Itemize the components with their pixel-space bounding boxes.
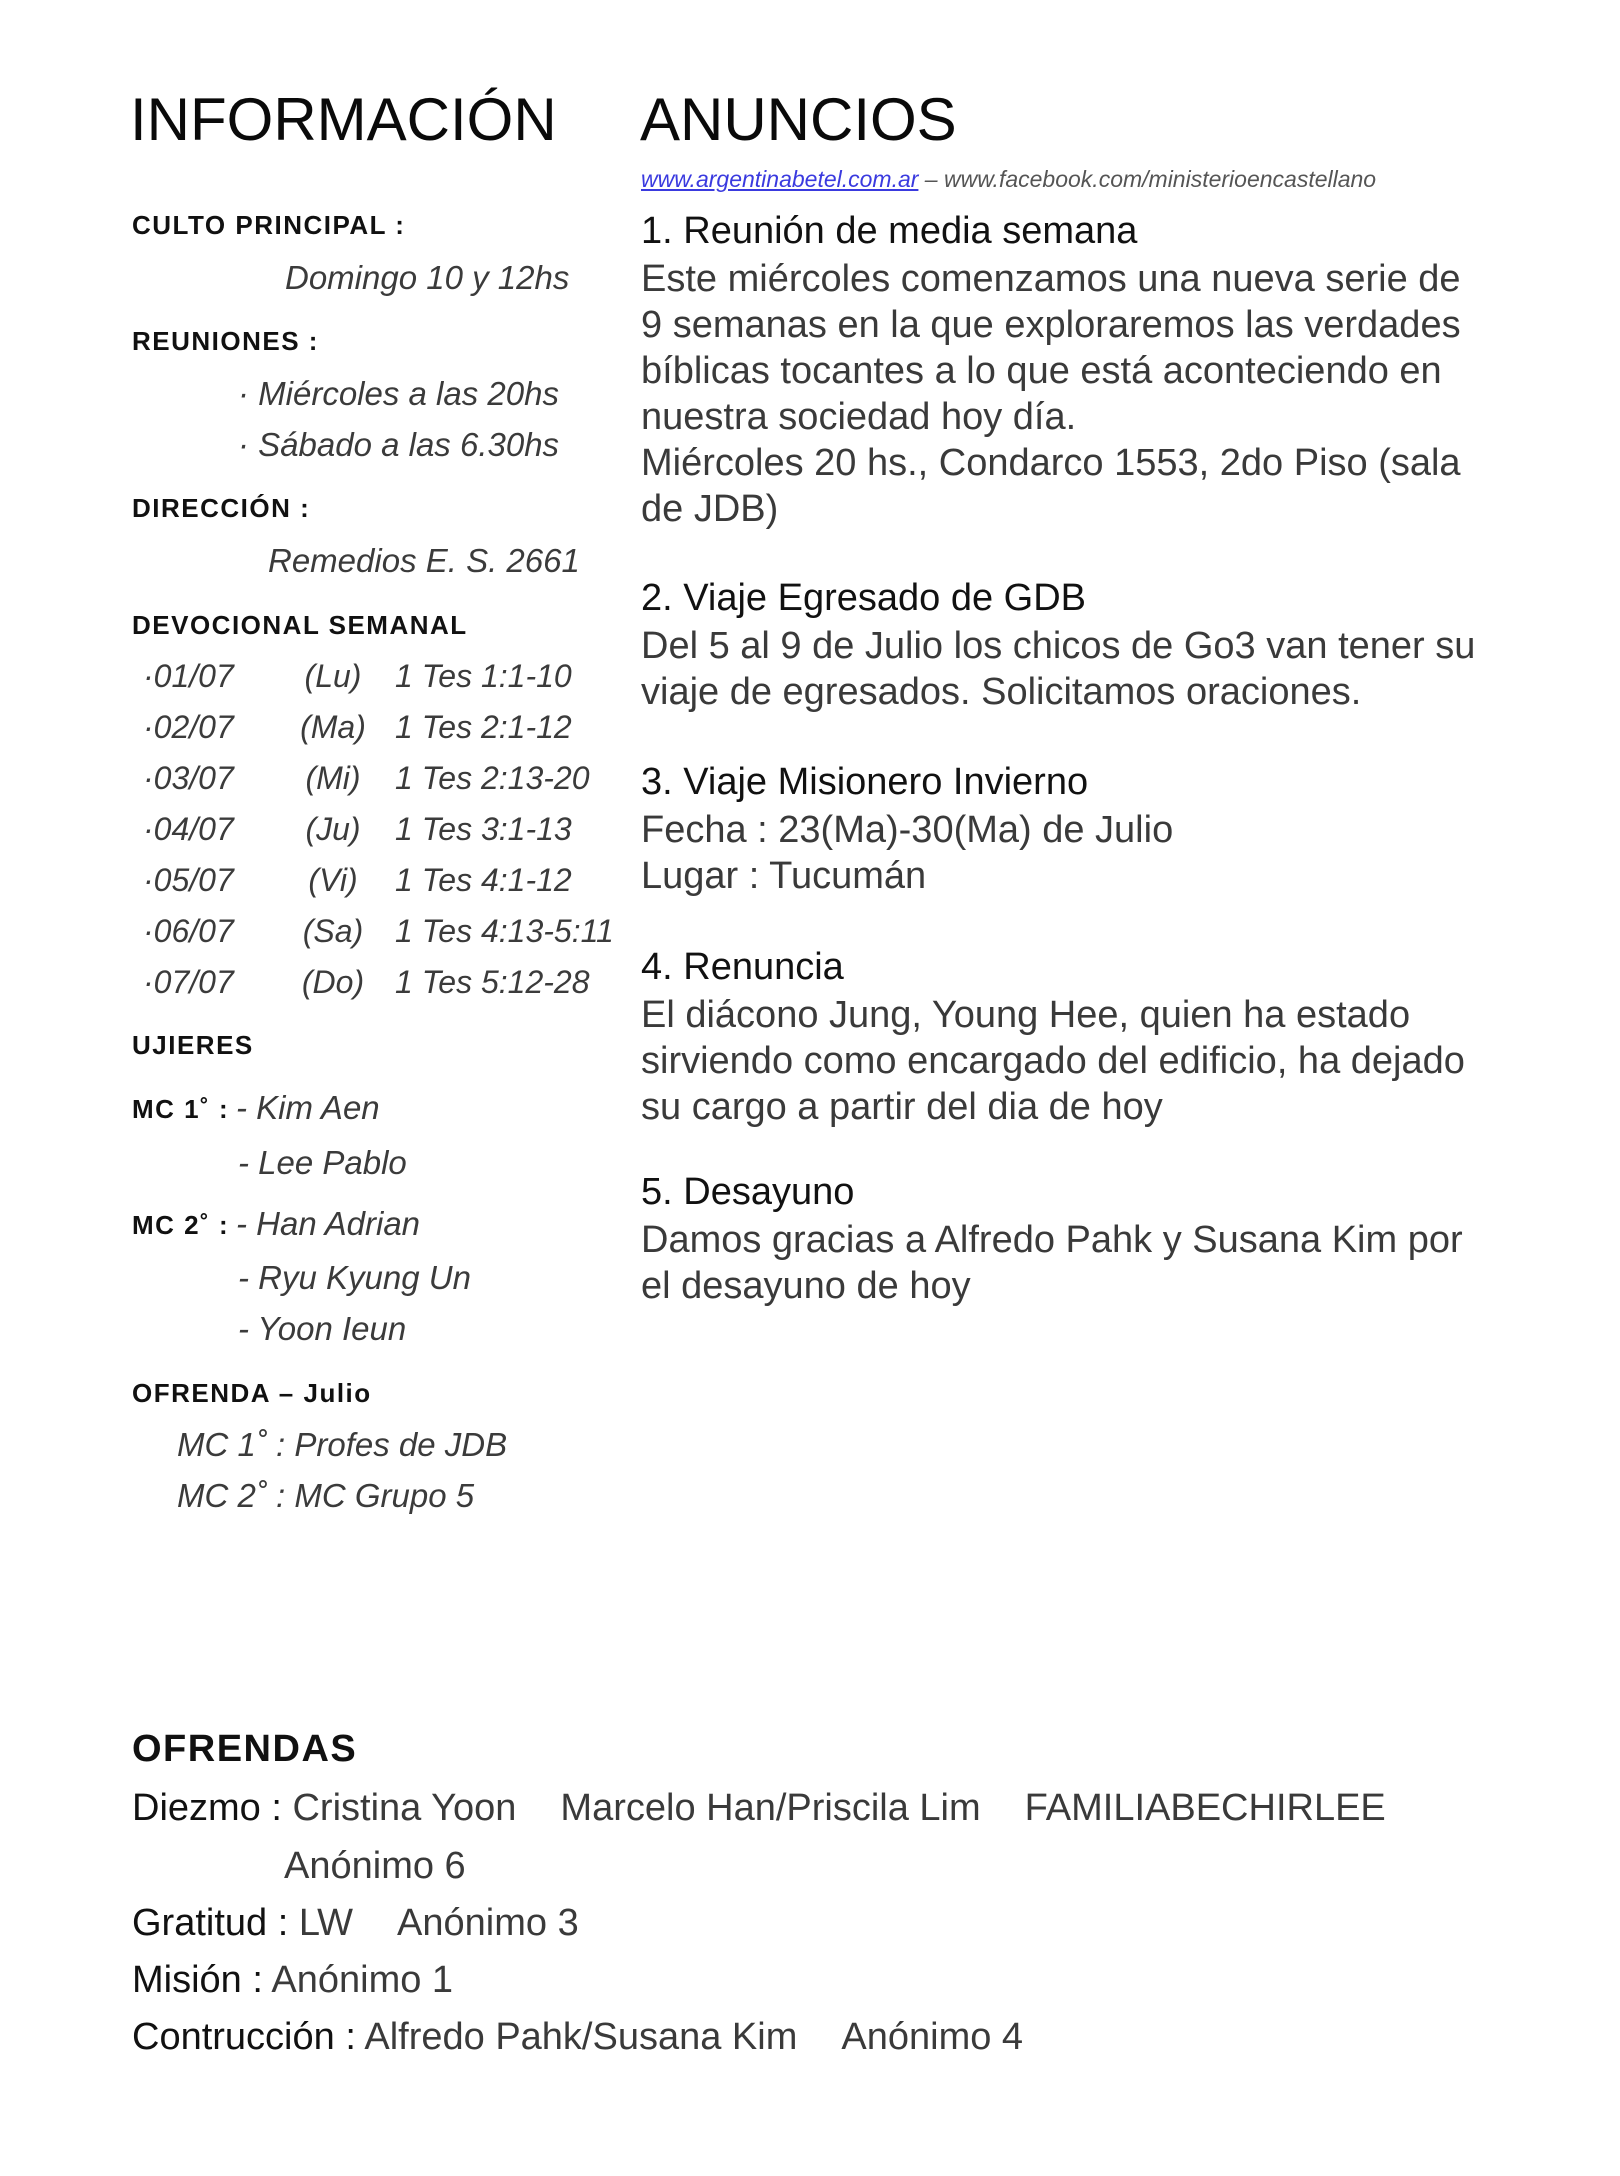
diezmo-line	[132, 1787, 1386, 1830]
anuncio-line: El diácono Jung, Young Hee, quien ha estado	[641, 994, 1411, 1036]
anuncio-line: de JDB)	[641, 488, 779, 530]
reunion-item: · Sábado a las 6.30hs	[238, 426, 560, 463]
devocional-day: (Mi)	[305, 760, 361, 796]
anuncio-line: Lugar : Tucumán	[641, 855, 927, 897]
anuncio-line: su cargo a partir del dia de hoy	[641, 1086, 1163, 1128]
anuncio-title: 1. Reunión de media semana	[641, 210, 1138, 252]
devocional-ref: 1 Tes 1:1-10	[395, 658, 572, 694]
devocional-date: ·04/07	[143, 811, 234, 847]
anuncio-title: 2. Viaje Egresado de GDB	[641, 577, 1087, 619]
devocional-day: (Ma)	[300, 709, 366, 745]
devocional-day: (Lu)	[304, 658, 362, 694]
devocional-day: (Do)	[301, 964, 365, 1000]
mision-line	[132, 1959, 453, 2002]
anuncio-line: Miércoles 20 hs., Condarco 1553, 2do Piso (sala	[641, 442, 1461, 484]
informacion-heading: INFORMACIÓN	[130, 86, 557, 153]
anuncio-line: 9 semanas en la que exploraremos las verdades	[641, 304, 1461, 346]
direccion-value: Remedios E. S. 2661	[268, 542, 580, 579]
ofrenda-julio-item: MC 1˚ : Profes de JDB	[177, 1426, 508, 1463]
devocional-ref: 1 Tes 2:1-12	[395, 709, 572, 745]
devocional-day: (Sa)	[302, 913, 364, 949]
anuncio-body	[641, 1217, 1541, 1309]
reuniones-label: REUNIONES :	[132, 326, 319, 356]
devocional-date: ·03/07	[143, 760, 234, 796]
mision-name: Anónimo 1	[271, 1959, 454, 2001]
devocional-date: ·07/07	[143, 964, 234, 1000]
anuncio-body	[641, 623, 1541, 715]
anuncio-body	[641, 992, 1541, 1130]
gratitud-name: Anónimo 3	[397, 1902, 579, 1944]
anuncio-line: viaje de egresados. Solicitamos oraciones.	[641, 671, 1362, 713]
culto-principal-value: Domingo 10 y 12hs	[285, 259, 570, 296]
construccion-label: Contrucción :	[132, 2016, 356, 2058]
construccion-name: Alfredo Pahk/Susana Kim	[364, 2016, 798, 2058]
anuncio-line: el desayuno de hoy	[641, 1265, 971, 1307]
ofrenda-julio-item: MC 2˚ : MC Grupo 5	[177, 1477, 475, 1514]
anuncio-line: Este miércoles comenzamos una nueva serie de	[641, 258, 1461, 300]
ofrendas-heading: OFRENDAS	[132, 1728, 358, 1770]
devocional-day: (Ju)	[305, 811, 361, 847]
anuncio-body	[641, 256, 1541, 532]
anuncio-line: Del 5 al 9 de Julio los chicos de Go3 van tener su	[641, 625, 1476, 667]
website-link[interactable]: www.argentinabetel.com.ar	[641, 166, 919, 192]
reunion-item: · Miércoles a las 20hs	[238, 375, 559, 412]
anuncio-line: bíblicas tocantes a lo que está aconteciendo en	[641, 350, 1442, 392]
diezmo-label: Diezmo :	[132, 1787, 282, 1829]
ujieres-mc2-label: MC 2˚ :	[132, 1210, 230, 1240]
diezmo-name: Marcelo Han/Priscila Lim	[560, 1787, 981, 1829]
links-separator: –	[918, 166, 944, 192]
gratitud-label: Gratitud :	[132, 1902, 289, 1944]
devocional-ref: 1 Tes 2:13-20	[395, 760, 590, 796]
anuncio-line: Fecha : 23(Ma)-30(Ma) de Julio	[641, 809, 1174, 851]
devocional-ref: 1 Tes 4:1-12	[395, 862, 572, 898]
direccion-label: DIRECCIÓN :	[132, 493, 311, 523]
ujier-name: - Ryu Kyung Un	[238, 1259, 471, 1296]
anuncio-line: Damos gracias a Alfredo Pahk y Susana Kim por	[641, 1219, 1463, 1261]
ujier-name: - Yoon Ieun	[238, 1310, 407, 1347]
devocional-day: (Vi)	[308, 862, 358, 898]
facebook-link: www.facebook.com/ministerioencastellano	[944, 166, 1377, 192]
anuncio-title: 3. Viaje Misionero Invierno	[641, 761, 1089, 803]
devocional-date: ·05/07	[143, 862, 234, 898]
construccion-name: Anónimo 4	[841, 2016, 1024, 2058]
gratitud-name: LW	[298, 1902, 354, 1944]
anuncio-line: nuestra sociedad hoy día.	[641, 396, 1077, 438]
diezmo-continuation: Anónimo 6	[284, 1845, 466, 1887]
ujier-name: - Han Adrian	[236, 1205, 421, 1242]
links-line	[641, 166, 1376, 193]
ujieres-mc1-label: MC 1˚ :	[132, 1094, 230, 1124]
culto-principal-label: CULTO PRINCIPAL :	[132, 210, 406, 240]
ofrenda-julio-label: OFRENDA – Julio	[132, 1378, 372, 1408]
devocional-label: DEVOCIONAL SEMANAL	[132, 610, 468, 640]
ujieres-label: UJIERES	[132, 1030, 254, 1060]
construccion-line	[132, 2016, 1023, 2059]
anuncio-title: 5. Desayuno	[641, 1171, 855, 1213]
diezmo-name: Cristina Yoon	[292, 1787, 517, 1829]
anuncio-title: 4. Renuncia	[641, 946, 844, 988]
ujier-name: - Lee Pablo	[238, 1144, 407, 1181]
devocional-date: ·02/07	[143, 709, 234, 745]
devocional-ref: 1 Tes 4:13-5:11	[395, 913, 614, 949]
anuncio-line: sirviendo como encargado del edificio, ha dejado	[641, 1040, 1465, 1082]
gratitud-line	[132, 1902, 579, 1945]
diezmo-name: FAMILIABECHIRLEE	[1024, 1787, 1386, 1829]
devocional-date: ·06/07	[143, 913, 234, 949]
ujier-name: - Kim Aen	[236, 1089, 380, 1126]
anuncios-heading: ANUNCIOS	[640, 86, 957, 153]
devocional-ref: 1 Tes 3:1-13	[395, 811, 572, 847]
devocional-date: ·01/07	[143, 658, 234, 694]
anuncio-body	[641, 807, 1541, 899]
devocional-ref: 1 Tes 5:12-28	[395, 964, 590, 1000]
mision-label: Misión :	[132, 1959, 263, 2001]
